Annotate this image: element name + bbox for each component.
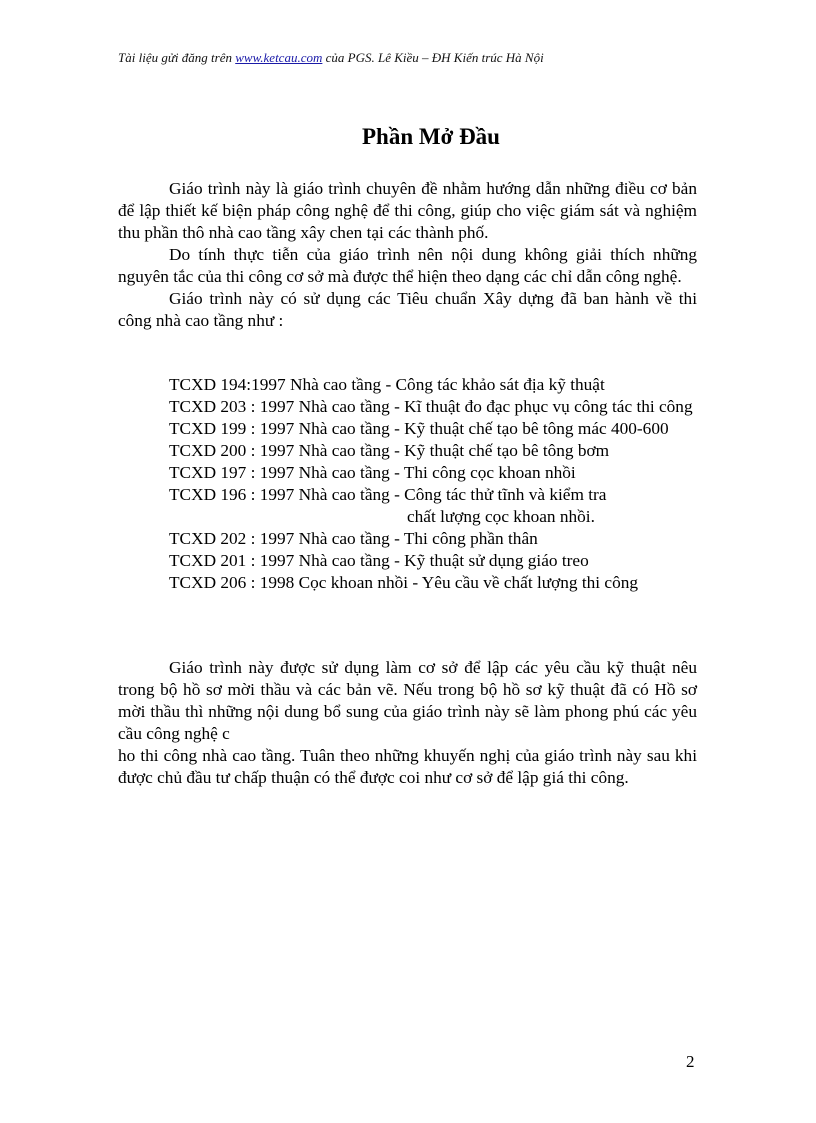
standard-item: TCXD 203 : 1997 Nhà cao tầng - Kĩ thuật đo đạc phục vụ công tác thi công <box>169 397 693 416</box>
intro-paragraph: Giáo trình này có sử dụng các Tiêu chuẩn Xây dựng đã ban hành về thi công nhà cao tầng như : <box>118 289 697 330</box>
header-link[interactable]: www.ketcau.com <box>235 50 323 65</box>
page-title: Phần Mở Đầu <box>362 124 500 149</box>
standard-item: TCXD 206 : 1998 Cọc khoan nhồi - Yêu cầu về chất lượng thi công <box>169 573 639 592</box>
standard-item-continuation: chất lượng cọc khoan nhồi. <box>407 507 595 526</box>
page-header <box>118 50 544 66</box>
closing-paragraph: Giáo trình này được sử dụng làm cơ sở để lập các yêu cầu kỹ thuật nêu trong bộ hồ sơ mời thầu và các bản vẽ. Nếu trong bộ hồ sơ kỹ thuật đã có Hồ sơ mời thầu thì những nội dung bổ sung của giáo trình này sẽ làm phong phú các yêu cầu công nghệ c <box>118 658 697 743</box>
intro-paragraph: Giáo trình này là giáo trình chuyên đề nhằm hướng dẫn những điều cơ bản để lập thiết kế biện pháp công nghệ để thi công, giúp cho việc giám sát và nghiệm thu phần thô nhà cao tầng xây chen tại các thành phố. <box>118 179 697 242</box>
closing-paragraph-continued: ho thi công nhà cao tầng. Tuân theo những khuyến nghị của giáo trình này sau khi được chủ đầu tư chấp thuận có thể được coi như cơ sở để lập giá thi công. <box>118 746 697 787</box>
intro-section <box>118 178 697 332</box>
standard-item: TCXD 201 : 1997 Nhà cao tầng - Kỹ thuật sử dụng giáo treo <box>169 551 589 570</box>
standard-item: TCXD 200 : 1997 Nhà cao tầng - Kỹ thuật chế tạo bê tông bơm <box>169 441 610 460</box>
standard-item: TCXD 196 : 1997 Nhà cao tầng - Công tác thử tĩnh và kiểm tra chất lượng cọc khoan nhồi. <box>118 484 697 528</box>
intro-paragraph: Do tính thực tiễn của giáo trình nên nội dung không giải thích những nguyên tắc của thi công cơ sở mà được thể hiện theo dạng các chỉ dẫn công nghệ. <box>118 245 697 286</box>
header-suffix: của PGS. Lê Kiều – ĐH Kiến trúc Hà Nội <box>322 50 544 65</box>
standard-item: TCXD 202 : 1997 Nhà cao tầng - Thi công phần thân <box>169 529 538 548</box>
page-number: 2 <box>686 1052 695 1071</box>
standards-list <box>118 374 697 594</box>
standard-item: TCXD 199 : 1997 Nhà cao tầng - Kỹ thuật chế tạo bê tông mác 400-600 <box>169 419 669 438</box>
standard-item: TCXD 194:1997 Nhà cao tầng - Công tác khảo sát địa kỹ thuật <box>169 375 605 394</box>
standard-item: TCXD 197 : 1997 Nhà cao tầng - Thi công cọc khoan nhồi <box>169 463 576 482</box>
header-prefix: Tài liệu gửi đăng trên <box>118 50 236 65</box>
closing-section <box>118 657 697 789</box>
